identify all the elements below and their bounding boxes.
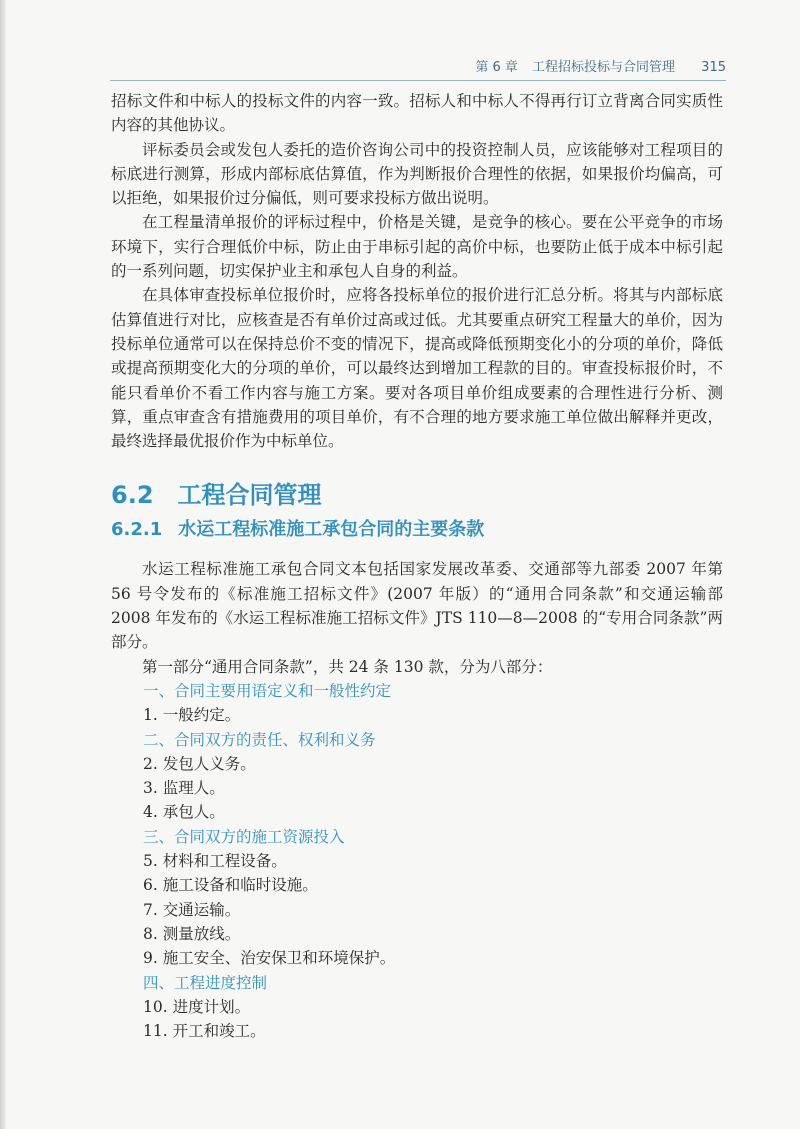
header-chapter: 第 6 章 <box>475 60 518 75</box>
part-heading: 二、合同双方的责任、权利和义务 <box>143 730 376 749</box>
section-number: 6.2 <box>111 481 154 510</box>
body-text <box>111 89 723 1043</box>
list-item: 11. 开工和竣工。 <box>143 1022 266 1041</box>
part-heading: 四、工程进度控制 <box>143 973 268 992</box>
list-item: 6. 施工设备和临时设施。 <box>143 876 318 895</box>
paragraph: 在具体审查投标单位报价时，应将各投标单位的报价进行汇总分析。将其与内部标底估算值进行对比，应核查是否有单价过高或过低。尤其要重点研究工程量大的单价，因为投标单位通常可以在保持总价不变的情况下，提高或降低预期变化小的分项的单价，降低或提高预期变化大的分项的单价，可以最终达到增加工程款的目的。审查投标报价时，不能只看单价不看工作内容与施工方案。要对各项目单价组成要素的合理性进行分析、测算，重点审查含有措施费用的项目单价，有不合理的地方要求施工单位做出解释并更改，最终选择最优报价作为中标单位。 <box>111 286 723 451</box>
part-heading: 三、合同双方的施工资源投入 <box>143 827 345 846</box>
header-chapter-title: 工程招标投标与合同管理 <box>532 60 676 75</box>
list-item: 2. 发包人义务。 <box>143 754 256 773</box>
header-divider <box>110 80 726 81</box>
list-item: 4. 承包人。 <box>143 803 225 822</box>
page-edge-shadow <box>0 0 6 1129</box>
part-heading: 一、合同主要用语定义和一般性约定 <box>143 681 392 700</box>
paragraph: 在工程量清单报价的评标过程中，价格是关键，是竞争的核心。要在公平竞争的市场环境下，实行合理低价中标，防止由于串标引起的高价中标，也要防止低于成本中标引起的一系列问题，切实保护业主和承包人自身的利益。 <box>111 213 723 281</box>
list-item: 9. 施工安全、治安保卫和环境保护。 <box>143 949 396 968</box>
list-item: 7. 交通运输。 <box>143 900 241 919</box>
page-number: 315 <box>701 60 726 75</box>
paragraph: 水运工程标准施工承包合同文本包括国家发展改革委、交通部等九部委 2007 年第 56 号令发布的《标准施工招标文件》(2007 年版）的“通用合同条款”和交通运输部 2008 年发布的《水运工程标准施工招标文件》JTS 110—8—2008 的“专用合同条款”两部分。 <box>111 560 723 652</box>
list-item: 1. 一般约定。 <box>143 706 241 725</box>
subsection-heading <box>111 515 723 545</box>
paragraph: 评标委员会或发包人委托的造价咨询公司中的投资控制人员，应该能够对工程项目的标底进行测算，形成内部标底估算值，作为判断报价合理性的依据，如果报价均偏高，可以拒绝，如果报价过分偏低，则可要求投标方做出说明。 <box>111 140 723 208</box>
list-item: 3. 监理人。 <box>143 779 225 798</box>
list-item: 5. 材料和工程设备。 <box>143 852 287 871</box>
subsection-number: 6.2.1 <box>111 519 163 541</box>
list-item: 8. 测量放线。 <box>143 924 241 943</box>
section-title: 工程合同管理 <box>177 481 322 510</box>
running-header <box>110 56 726 80</box>
section-heading <box>111 477 723 513</box>
paragraph: 第一部分“通用合同条款”，共 24 条 130 款，分为八部分： <box>142 657 553 676</box>
list-item: 10. 进度计划。 <box>143 997 251 1016</box>
subsection-title: 水运工程标准施工承包合同的主要条款 <box>178 519 485 541</box>
paragraph: 招标文件和中标人的投标文件的内容一致。招标人和中标人不得再行订立背离合同实质性内容的其他协议。 <box>111 92 723 135</box>
